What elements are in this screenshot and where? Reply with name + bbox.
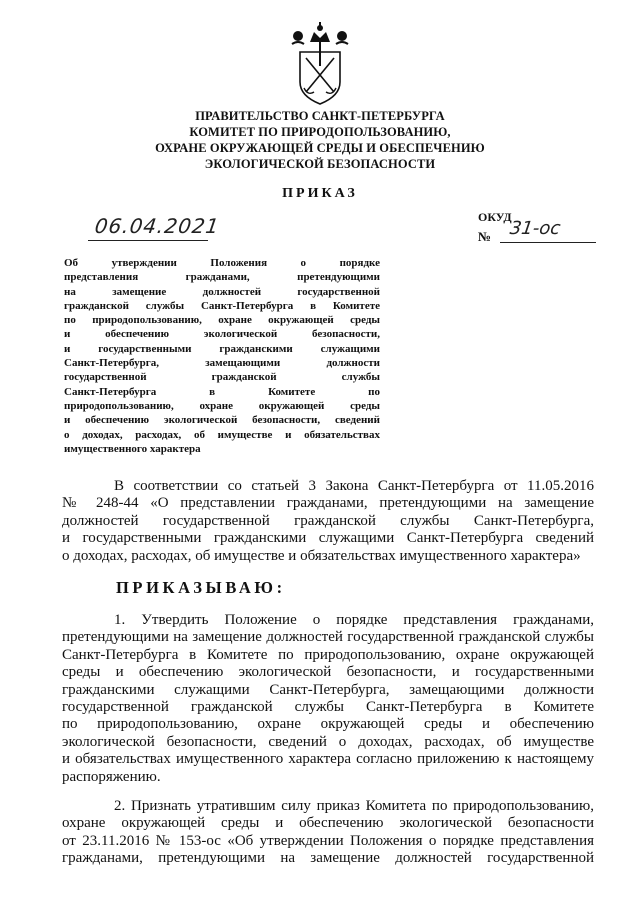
okud-label: ОКУД — [478, 210, 512, 224]
coat-of-arms-icon — [286, 22, 354, 106]
document-type-title: ПРИКАЗ — [282, 186, 358, 201]
item-1-line: экологической безопасности, сведений о доходах, расходах, об имуществе — [62, 733, 594, 750]
subject-line: и обеспечению экологической безопасности, сведений — [64, 414, 380, 427]
preamble-line: должностей государственной гражданской службы Санкт-Петербурга, — [62, 512, 594, 529]
org-line: ОХРАНЕ ОКРУЖАЮЩЕЙ СРЕДЫ И ОБЕСПЕЧЕНИЮ — [155, 141, 485, 155]
number-label: № — [478, 229, 492, 244]
preamble-line: о доходах, расходах, об имуществе и обязательствах имущественного характера» — [62, 547, 581, 564]
preamble-paragraph — [62, 478, 594, 565]
organization-header — [150, 108, 490, 172]
item-1-line: по природопользованию, охране окружающей среды и обеспечению — [62, 716, 594, 733]
document-number: 31-ос — [508, 218, 562, 239]
subject-line: государственной гражданской службы — [64, 371, 380, 384]
subject-block — [64, 256, 380, 456]
subject-line: и государственными гражданскими служащими — [64, 342, 380, 355]
subject-line: по природопользованию, охране окружающей среды — [64, 314, 380, 327]
preamble-line: № 248-44 «О представлении гражданами, претендующими на замещение — [62, 495, 594, 512]
subject-line: Об утверждении Положения о порядке — [64, 257, 380, 269]
subject-line: о доходах, расходах, об имуществе и обязательствах — [64, 428, 380, 441]
subject-line: гражданской службы Санкт-Петербурга в Комитете — [64, 299, 380, 312]
subject-line: природопользованию, охране окружающей среды — [64, 399, 380, 412]
org-line: КОМИТЕТ ПО ПРИРОДОПОЛЬЗОВАНИЮ, — [189, 125, 451, 139]
item-2-paragraph — [62, 798, 594, 868]
item-1-line: гражданскими служащими Санкт-Петербурга, замещающими должности — [62, 681, 594, 698]
subject-line: представления гражданами, претендующими — [64, 271, 380, 284]
item-1-line: распоряжению. — [62, 768, 161, 785]
item-1-line: государственной гражданской службы Санкт-Петербурга в Комитете — [62, 698, 594, 715]
item-2-line: охране окружающей среды и обеспечению экологической безопасности — [62, 815, 594, 832]
subject-line: имущественного характера — [64, 442, 201, 455]
document-date: 06.04.2021 — [93, 214, 222, 238]
number-underline — [500, 242, 596, 243]
subject-line: Санкт-Петербурга в Комитете по — [64, 385, 380, 398]
preamble-line: и государственными гражданскими служащими Санкт-Петербурга сведений — [62, 530, 594, 547]
item-1-paragraph — [62, 612, 594, 786]
subject-line: и обеспечению экологической безопасности, — [64, 328, 380, 341]
item-1-line: среды и обеспечению экологической безопасности, и государственными — [62, 664, 594, 681]
org-line: ЭКОЛОГИЧЕСКОЙ БЕЗОПАСНОСТИ — [204, 157, 436, 171]
item-2-line: 2. Признать утратившим силу приказ Комитета по природопользованию, — [114, 798, 594, 814]
item-1-line: и обязательствах имущественного характера согласно приложению к настоящему — [62, 751, 594, 768]
item-1-line: претендующими на замещение должностей государственной гражданской службы — [62, 629, 594, 646]
item-1-line: 1. Утвердить Положение о порядке представления гражданами, — [114, 612, 594, 628]
order-heading: ПРИКАЗЫВАЮ: — [116, 578, 286, 597]
item-1-line: Санкт-Петербурга в Комитете по природопользованию, охране окружающей — [62, 646, 594, 663]
preamble-line: В соответствии со статьей 3 Закона Санкт-Петербурга от 11.05.2016 — [114, 478, 594, 494]
item-2-line: от 23.11.2016 № 153-ос «Об утверждении Положения о порядке представления — [62, 832, 594, 849]
subject-line: на замещение должностей государственной — [64, 285, 380, 298]
subject-line: Санкт-Петербурга, замещающими должности — [64, 357, 380, 370]
item-2-line: гражданами, претендующими на замещение должностей государственной — [62, 850, 594, 867]
org-line: ПРАВИТЕЛЬСТВО САНКТ-ПЕТЕРБУРГА — [195, 109, 445, 123]
date-underline — [88, 240, 208, 241]
